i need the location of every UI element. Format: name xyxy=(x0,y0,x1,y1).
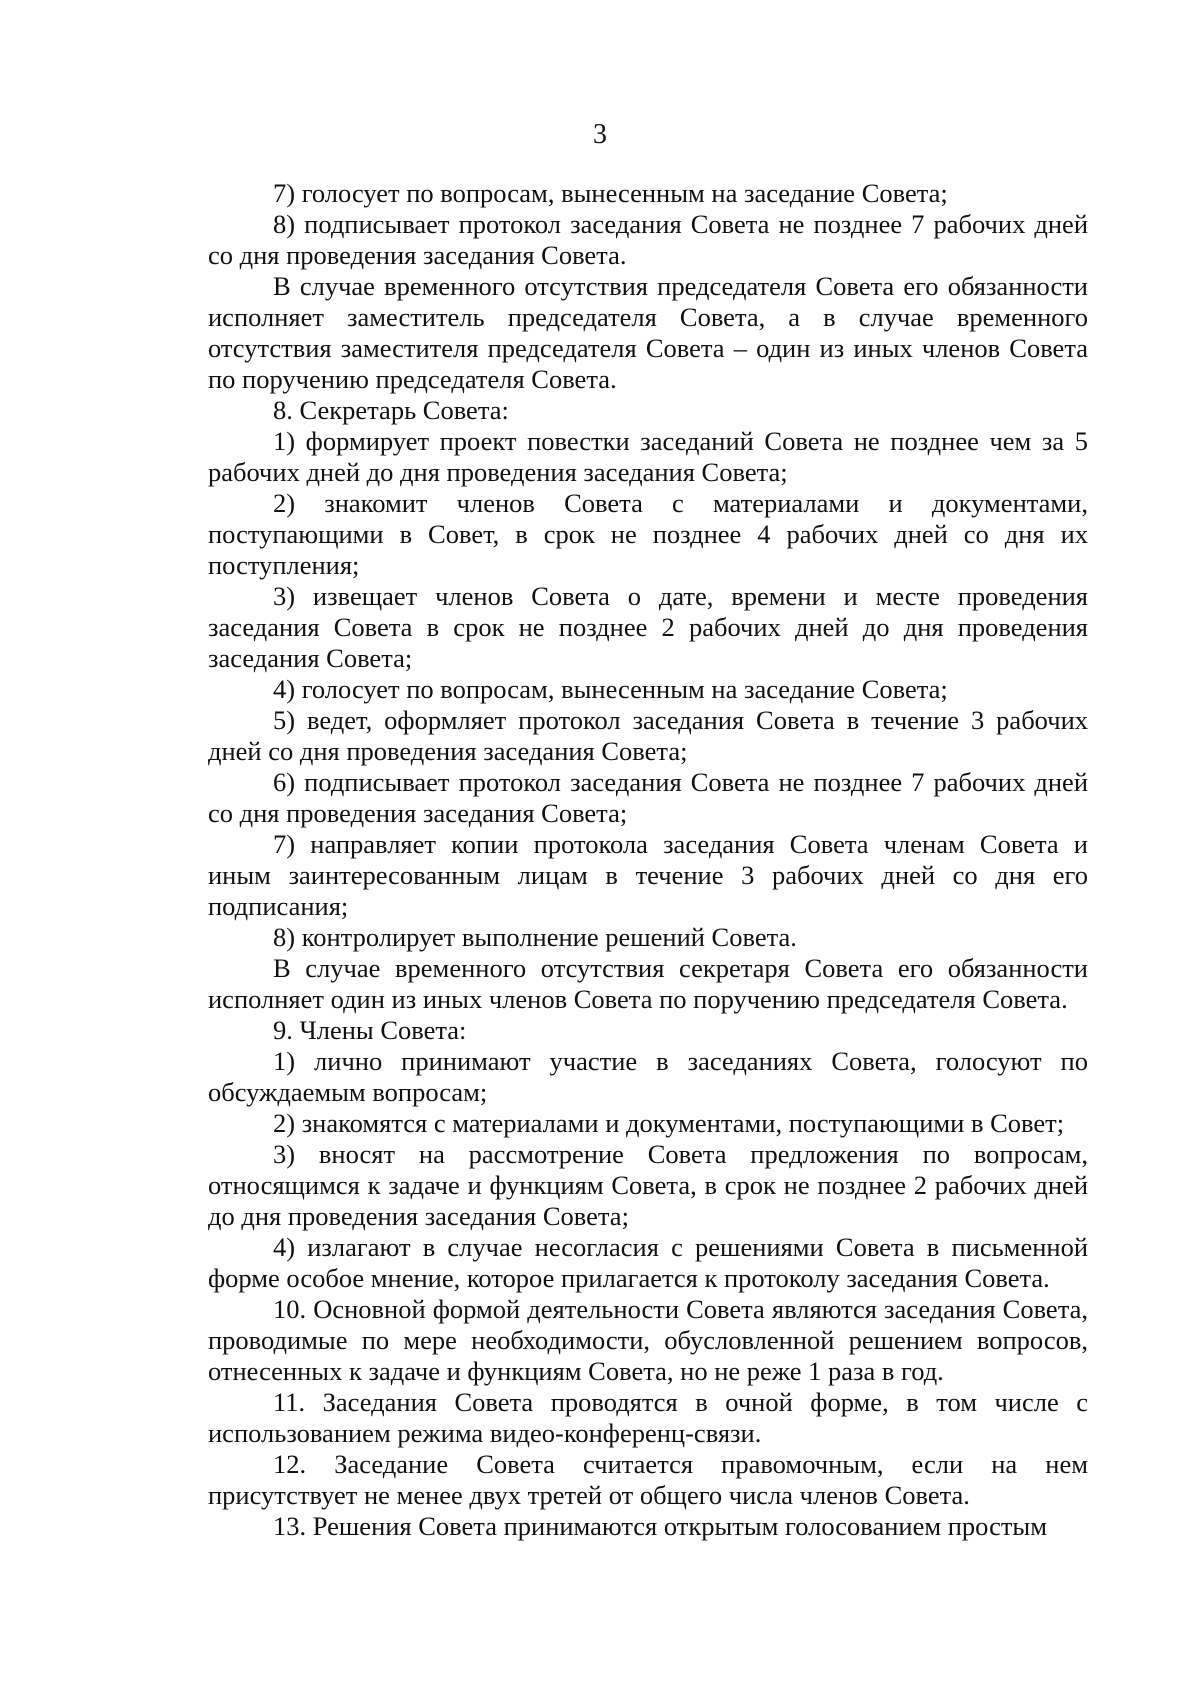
paragraph: 1) формирует проект повестки заседаний Совета не позднее чем за 5 рабочих дней до дня проведения заседания Совета; xyxy=(208,426,1088,487)
paragraph: 13. Решения Совета принимаются открытым голосованием простым xyxy=(273,1511,1047,1541)
paragraph: 8) подписывает протокол заседания Совета не позднее 7 рабочих дней со дня проведения заседания Совета. xyxy=(208,209,1088,270)
paragraph: В случае временного отсутствия председателя Совета его обязанности исполняет заместитель председателя Совета, а в случае временного отсутствия заместителя председателя Совета – один из иных членов Совета по поручению председателя Совета. xyxy=(208,271,1088,394)
paragraph: 3) извещает членов Совета о дате, времени и месте проведения заседания Совета в срок не позднее 2 рабочих дней до дня проведения заседания Совета; xyxy=(208,581,1088,673)
paragraph: В случае временного отсутствия секретаря Совета его обязанности исполняет один из иных членов Совета по поручению председателя Совета. xyxy=(208,953,1088,1014)
paragraph: 10. Основной формой деятельности Совета являются заседания Совета, проводимые по мере необходимости, обусловленной решением вопросов, отнесенных к задаче и функциям Совета, но не реже 1 раза в год. xyxy=(208,1294,1088,1386)
section-heading: 8. Секретарь Совета: xyxy=(273,395,509,425)
document-body xyxy=(208,178,1088,1542)
paragraph: 7) направляет копии протокола заседания Совета членам Совета и иным заинтересованным лицам в течение 3 рабочих дней со дня его подписания; xyxy=(208,829,1088,921)
paragraph: 7) голосует по вопросам, вынесенным на заседание Совета; xyxy=(273,178,948,208)
paragraph: 5) ведет, оформляет протокол заседания Совета в течение 3 рабочих дней со дня проведения заседания Совета; xyxy=(208,705,1088,766)
paragraph: 12. Заседание Совета считается правомочным, если на нем присутствует не менее двух третей от общего числа членов Совета. xyxy=(208,1449,1088,1510)
paragraph: 2) знакомятся с материалами и документами, поступающими в Совет; xyxy=(273,1108,1065,1138)
paragraph: 4) излагают в случае несогласия с решениями Совета в письменной форме особое мнение, которое прилагается к протоколу заседания Совета. xyxy=(208,1232,1088,1293)
paragraph: 1) лично принимают участие в заседаниях Совета, голосуют по обсуждаемым вопросам; xyxy=(208,1046,1088,1107)
section-heading: 9. Члены Совета: xyxy=(273,1015,467,1045)
paragraph: 8) контролирует выполнение решений Совета. xyxy=(273,922,797,952)
paragraph: 3) вносят на рассмотрение Совета предложения по вопросам, относящимся к задаче и функциям Совета, в срок не позднее 2 рабочих дней до дня проведения заседания Совета; xyxy=(208,1139,1088,1231)
page-number: 3 xyxy=(593,119,607,150)
paragraph: 6) подписывает протокол заседания Совета не позднее 7 рабочих дней со дня проведения заседания Совета; xyxy=(208,767,1088,828)
paragraph: 2) знакомит членов Совета с материалами и документами, поступающими в Совет, в срок не позднее 4 рабочих дней со дня их поступления; xyxy=(208,488,1088,580)
paragraph: 11. Заседания Совета проводятся в очной форме, в том числе с использованием режима видео-конференц-связи. xyxy=(208,1387,1088,1448)
paragraph: 4) голосует по вопросам, вынесенным на заседание Совета; xyxy=(273,674,948,704)
